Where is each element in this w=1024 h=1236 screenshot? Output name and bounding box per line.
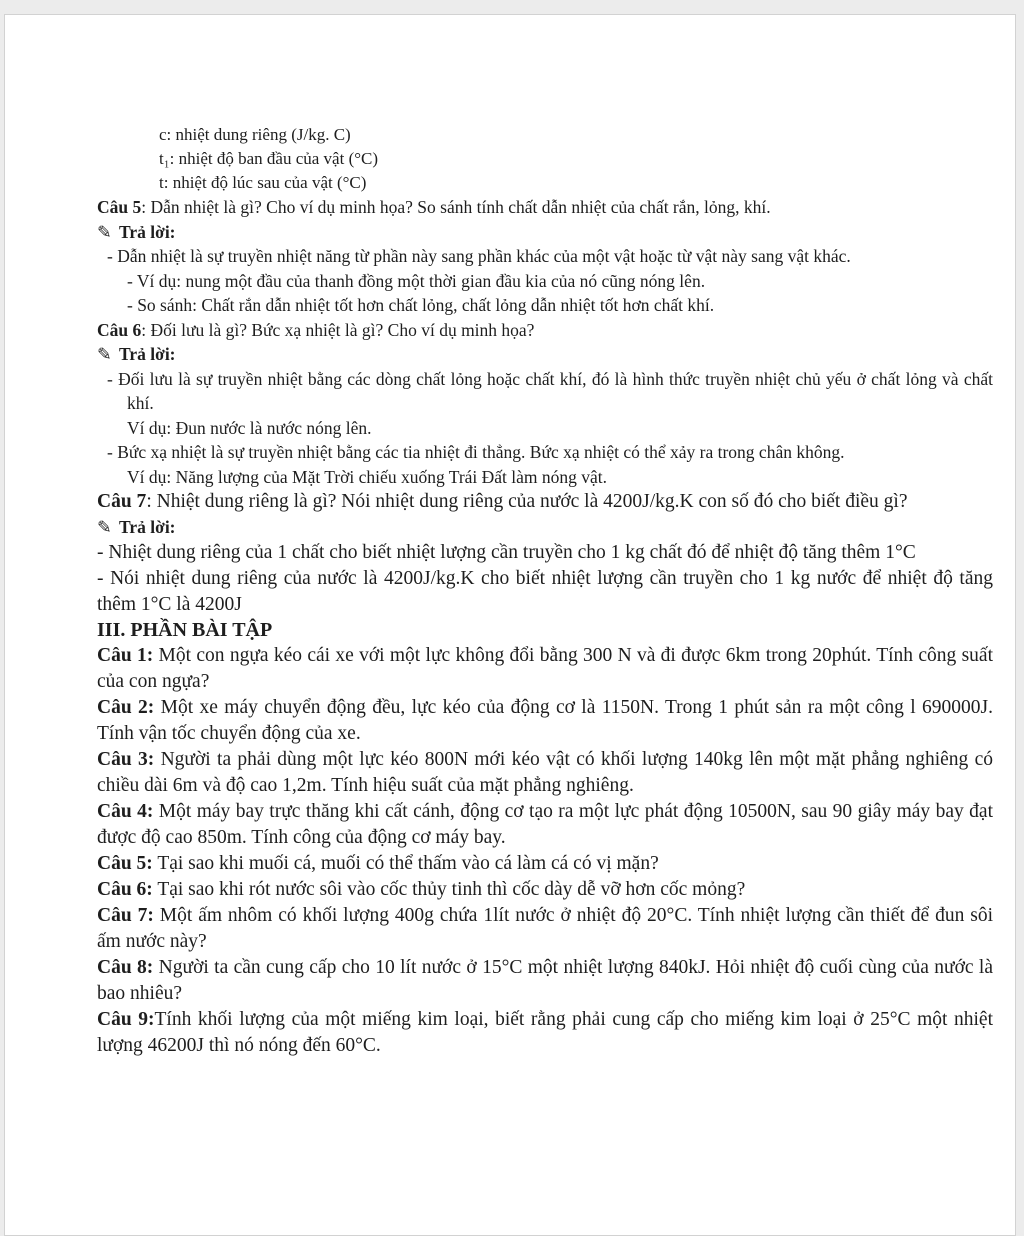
answer-line: Ví dụ: Năng lượng của Mặt Trời chiếu xuống Trái Đất làm nóng vật. bbox=[127, 466, 608, 487]
exercise-text: Người ta cần cung cấp cho 10 lít nước ở 15°C một nhiệt lượng 840kJ. Hỏi nhiệt độ cuối cùng của nước là bao nhiêu? bbox=[97, 957, 994, 1004]
exercise-item bbox=[97, 955, 993, 1007]
answer-line: - Nhiệt dung riêng của 1 chất cho biết nhiệt lượng cần truyền cho 1 kg chất đó để nhiệt độ tăng thêm 1°C bbox=[97, 541, 916, 563]
exercise-label: Câu 5: bbox=[97, 853, 153, 874]
exercise-text: Một máy bay trực thăng khi cất cánh, động cơ tạo ra một lực phát động 10500N, sau 90 giây máy bay đạt được độ cao 850m. Tính công của động cơ máy bay. bbox=[97, 801, 994, 848]
document-content bbox=[97, 123, 993, 1059]
answer-heading bbox=[97, 342, 993, 367]
exercise-label: Câu 8: bbox=[97, 957, 154, 978]
answer-label: Trả lời: bbox=[119, 221, 176, 242]
exercise-item bbox=[97, 903, 993, 955]
definition-line: t₁: nhiệt độ ban đầu của vật (°C) bbox=[159, 149, 379, 168]
question-label: Câu 6 bbox=[97, 319, 142, 340]
exercise-text: Một ấm nhôm có khối lượng 400g chứa 1lít nước ở nhiệt độ 20°C. Tính nhiệt lượng cần thiết để đun sôi ấm nước này? bbox=[97, 905, 993, 952]
exercise-item bbox=[97, 851, 993, 877]
question-6 bbox=[97, 318, 993, 343]
pen-icon: ✎ bbox=[97, 517, 112, 537]
exercise-label: Câu 6: bbox=[97, 879, 153, 900]
exercise-text: Tính khối lượng của một miếng kim loại, biết rằng phải cung cấp cho miếng kim loại ở 25°C một nhiệt lượng 46200J thì nó nóng đến 60°C. bbox=[97, 1009, 993, 1056]
exercise-item bbox=[97, 747, 993, 799]
question-7 bbox=[97, 489, 993, 515]
pen-icon: ✎ bbox=[97, 344, 112, 364]
answer-line: - Bức xạ nhiệt là sự truyền nhiệt bằng các tia nhiệt đi thẳng. Bức xạ nhiệt có thể xảy ra trong chân không. bbox=[107, 442, 845, 462]
answer-line: - Dẫn nhiệt là sự truyền nhiệt năng từ phần này sang phần khác của một vật hoặc từ vật này sang vật khác. bbox=[107, 246, 851, 266]
answer-heading bbox=[97, 515, 993, 540]
exercise-text: Tại sao khi muối cá, muối có thể thấm vào cá làm cá có vị mặn? bbox=[152, 853, 659, 874]
exercise-label: Câu 3: bbox=[97, 749, 155, 770]
exercise-label: Câu 2: bbox=[97, 697, 155, 718]
exercise-item bbox=[97, 799, 993, 851]
answer-label: Trả lời: bbox=[119, 517, 176, 537]
question-text: : Nhiệt dung riêng là gì? Nói nhiệt dung riêng của nước là 4200J/kg.K con số đó cho biết điều gì? bbox=[146, 491, 908, 512]
definition-line: t: nhiệt độ lúc sau của vật (°C) bbox=[159, 173, 367, 192]
exercise-item bbox=[97, 1007, 993, 1059]
question-5 bbox=[97, 195, 993, 220]
exercise-text: Người ta phải dùng một lực kéo 800N mới kéo vật có khối lượng 140kg lên một mặt phẳng nghiêng có chiều dài 6m và độ cao 1,2m. Tính hiệu suất của mặt phẳng nghiêng. bbox=[97, 749, 993, 796]
answer-line: - Nói nhiệt dung riêng của nước là 4200J/kg.K cho biết nhiệt lượng cần truyền cho 1 kg nước để nhiệt độ tăng thêm 1°C là 4200J bbox=[97, 567, 993, 615]
question-label: Câu 7 bbox=[97, 491, 147, 512]
exercise-label: Câu 4: bbox=[97, 801, 154, 822]
question-label: Câu 5 bbox=[97, 197, 142, 217]
definition-line: c: nhiệt dung riêng (J/kg. C) bbox=[159, 125, 351, 144]
question-text: : Đối lưu là gì? Bức xạ nhiệt là gì? Cho ví dụ minh họa? bbox=[141, 319, 535, 340]
answer-heading bbox=[97, 220, 993, 245]
exercise-item bbox=[97, 643, 993, 695]
exercise-item bbox=[97, 877, 993, 903]
question-text: : Dẫn nhiệt là gì? Cho ví dụ minh họa? So sánh tính chất dẫn nhiệt của chất rắn, lỏng, khí. bbox=[141, 197, 771, 217]
exercise-label: Câu 9: bbox=[97, 1009, 155, 1030]
document-page bbox=[4, 14, 1016, 1236]
exercise-text: Một xe máy chuyển động đều, lực kéo của động cơ là 1150N. Trong 1 phút sản ra một công l 690000J. Tính vận tốc chuyển động của xe. bbox=[97, 697, 994, 744]
exercise-label: Câu 1: bbox=[97, 645, 154, 666]
pen-icon: ✎ bbox=[97, 221, 112, 242]
exercise-item bbox=[97, 695, 993, 747]
answer-line: - Ví dụ: nung một đầu của thanh đồng một thời gian đầu kia của nó cũng nóng lên. bbox=[127, 270, 706, 291]
exercise-text: Một con ngựa kéo cái xe với một lực không đổi bằng 300 N và đi được 6km trong 20phút. Tính công suất của con ngựa? bbox=[97, 645, 993, 692]
answer-line: Ví dụ: Đun nước là nước nóng lên. bbox=[127, 417, 372, 438]
exercise-label: Câu 7: bbox=[97, 905, 154, 926]
answer-label: Trả lời: bbox=[119, 344, 176, 364]
answer-line: - So sánh: Chất rắn dẫn nhiệt tốt hơn chất lỏng, chất lỏng dẫn nhiệt tốt hơn chất khí. bbox=[127, 295, 715, 315]
section-title: III. PHẦN BÀI TẬP bbox=[97, 618, 273, 641]
exercise-text: Tại sao khi rót nước sôi vào cốc thủy tinh thì cốc dày dễ vỡ hơn cốc mỏng? bbox=[152, 879, 746, 900]
answer-line: - Đối lưu là sự truyền nhiệt bằng các dòng chất lỏng hoặc chất khí, đó là hình thức truyền nhiệt chủ yếu ở chất lỏng và chất khí. bbox=[107, 368, 993, 413]
